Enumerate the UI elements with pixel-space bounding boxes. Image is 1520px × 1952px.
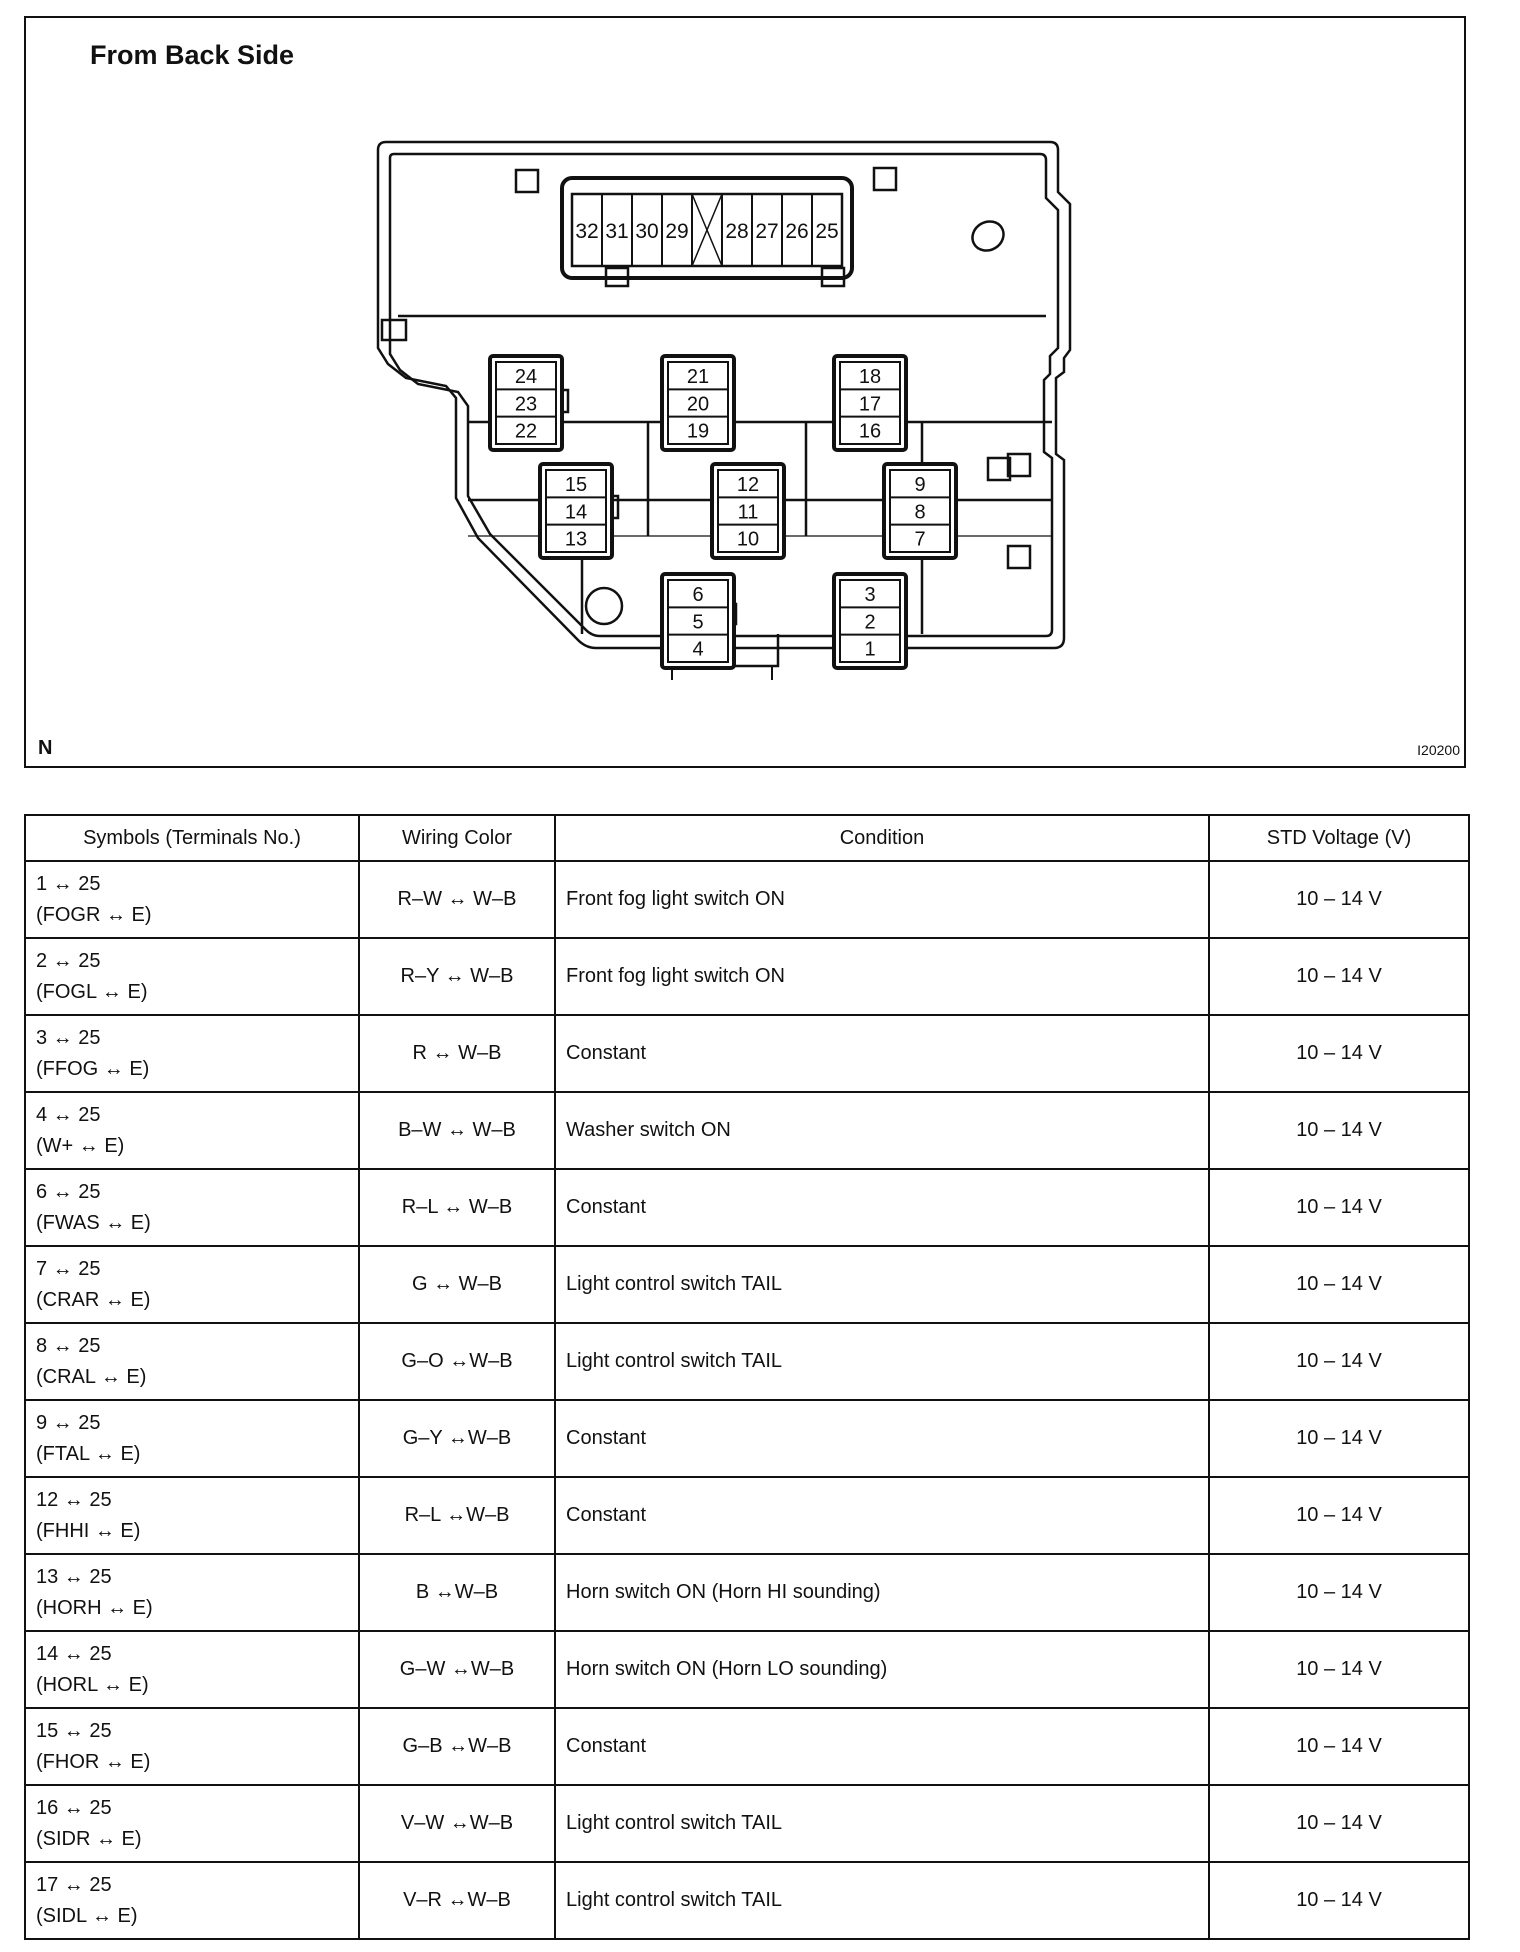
terminal-symbols: (HORL ↔ E) [36,1673,149,1696]
terminal-number: 13 [564,528,588,551]
terminal-pair: 8 ↔ 25 [36,1334,101,1357]
std-voltage-cell: 10 – 14 V [1209,1554,1469,1631]
terminals-cell [25,1862,359,1939]
std-voltage-cell: 10 – 14 V [1209,1323,1469,1400]
terminal-number: 18 [858,366,882,388]
std-voltage-cell: 10 – 14 V [1209,861,1469,938]
terminal-number: 10 [736,528,760,551]
terminal-pair: 14 ↔ 25 [36,1642,112,1665]
std-voltage-cell: 10 – 14 V [1209,1092,1469,1169]
wiring-color-cell: R–Y ↔ W–B [359,938,555,1015]
terminals-cell [25,1092,359,1169]
terminal-number: 27 [755,220,779,243]
terminal-symbols: (CRAR ↔ E) [36,1288,151,1311]
table-row [25,938,1469,1015]
condition-cell: Constant [555,1477,1209,1554]
table-row [25,1862,1469,1939]
table-row [25,861,1469,938]
terminal-symbols: (SIDL ↔ E) [36,1904,138,1927]
header-condition: Condition [555,815,1209,861]
terminal-symbols: (FTAL ↔ E) [36,1442,141,1465]
voltage-table [24,814,1470,1940]
terminal-pair: 7 ↔ 25 [36,1257,101,1280]
condition-cell: Light control switch TAIL [555,1323,1209,1400]
wiring-color-cell: G–Y ↔W–B [359,1400,555,1477]
table-row [25,1554,1469,1631]
table-row [25,1169,1469,1246]
terminal-symbols: (FOGL ↔ E) [36,980,148,1003]
diagram-title: From Back Side [90,40,295,70]
condition-cell: Light control switch TAIL [555,1862,1209,1939]
terminal-block [712,464,784,558]
condition-cell: Constant [555,1400,1209,1477]
terminal-symbols: (FHHI ↔ E) [36,1519,141,1542]
terminal-block [884,464,956,558]
terminals-cell [25,1785,359,1862]
terminal-number: 2 [864,611,876,634]
terminals-cell [25,1015,359,1092]
terminal-block [490,356,562,450]
wiring-color-cell: R–W ↔ W–B [359,861,555,938]
terminal-pair: 17 ↔ 25 [36,1873,112,1896]
terminal-number: 24 [514,366,538,388]
header-symbols: Symbols (Terminals No.) [25,815,359,861]
terminal-number: 14 [564,501,588,524]
table-row [25,1785,1469,1862]
terminal-symbols: (SIDR ↔ E) [36,1827,142,1850]
terminal-number: 6 [692,584,704,606]
wiring-color-cell: G–B ↔W–B [359,1708,555,1785]
condition-cell: Horn switch ON (Horn LO sounding) [555,1631,1209,1708]
terminal-number: 11 [737,501,759,524]
terminal-number: 23 [514,393,538,416]
terminals-cell [25,938,359,1015]
std-voltage-cell: 10 – 14 V [1209,1862,1469,1939]
condition-cell: Light control switch TAIL [555,1785,1209,1862]
condition-cell: Front fog light switch ON [555,938,1209,1015]
header-std-voltage: STD Voltage (V) [1209,815,1469,861]
std-voltage-cell: 10 – 14 V [1209,1631,1469,1708]
wiring-color-cell: G ↔ W–B [359,1246,555,1323]
table-row [25,1477,1469,1554]
terminal-block [540,464,612,558]
terminal-number: 28 [725,220,749,243]
terminal-number: 31 [605,220,629,243]
terminal-number: 26 [785,220,809,243]
terminal-pair: 15 ↔ 25 [36,1719,112,1742]
terminal-number: 12 [736,474,760,496]
wiring-color-cell: V–R ↔W–B [359,1862,555,1939]
terminals-cell [25,861,359,938]
std-voltage-cell: 10 – 14 V [1209,1246,1469,1323]
std-voltage-cell: 10 – 14 V [1209,1169,1469,1246]
std-voltage-cell: 10 – 14 V [1209,1400,1469,1477]
terminal-block [834,356,906,450]
terminal-symbols: (FWAS ↔ E) [36,1211,151,1234]
terminal-block [662,356,734,450]
terminal-pair: 1 ↔ 25 [36,872,101,895]
terminal-number: 7 [914,528,926,551]
terminal-symbols: (FFOG ↔ E) [36,1057,150,1080]
std-voltage-cell: 10 – 14 V [1209,1785,1469,1862]
terminal-pair: 3 ↔ 25 [36,1026,101,1049]
terminal-number: 30 [635,220,659,243]
wiring-color-cell: B–W ↔ W–B [359,1092,555,1169]
terminal-number: 8 [914,501,926,524]
terminal-symbols: (FOGR ↔ E) [36,903,152,926]
wiring-color-cell: G–O ↔W–B [359,1323,555,1400]
terminal-block [834,574,906,668]
terminal-number: 21 [686,366,710,388]
wiring-color-cell: V–W ↔W–B [359,1785,555,1862]
view-letter: N [38,737,53,759]
condition-cell: Washer switch ON [555,1092,1209,1169]
condition-cell: Light control switch TAIL [555,1246,1209,1323]
condition-cell: Constant [555,1015,1209,1092]
terminal-number: 1 [864,638,876,661]
empty-cavity-mark [692,194,722,266]
terminal-pair: 2 ↔ 25 [36,949,101,972]
table-row [25,1015,1469,1092]
top-connector [562,178,852,278]
figure-id: I20200 [1417,742,1460,758]
std-voltage-cell: 10 – 14 V [1209,1708,1469,1785]
terminals-cell [25,1323,359,1400]
terminal-number: 17 [858,393,882,416]
table-row [25,1708,1469,1785]
terminal-block [662,574,734,668]
terminal-symbols: (FHOR ↔ E) [36,1750,151,1773]
condition-cell: Constant [555,1708,1209,1785]
terminal-symbols: (CRAL ↔ E) [36,1365,147,1388]
terminals-cell [25,1631,359,1708]
terminal-pair: 9 ↔ 25 [36,1411,101,1434]
terminal-pair: 4 ↔ 25 [36,1103,101,1126]
wiring-color-cell: G–W ↔W–B [359,1631,555,1708]
terminals-cell [25,1477,359,1554]
table-row [25,1092,1469,1169]
terminal-number: 15 [564,474,588,496]
terminals-cell [25,1400,359,1477]
terminals-cell [25,1554,359,1631]
wiring-color-cell: R ↔ W–B [359,1015,555,1092]
condition-cell: Front fog light switch ON [555,861,1209,938]
wiring-color-cell: B ↔W–B [359,1554,555,1631]
terminals-cell [25,1246,359,1323]
terminal-number: 9 [914,474,926,496]
table-row [25,1246,1469,1323]
header-wiring-color: Wiring Color [359,815,555,861]
terminal-pair: 6 ↔ 25 [36,1180,101,1203]
terminal-symbols: (HORH ↔ E) [36,1596,153,1619]
terminal-number: 22 [514,420,538,443]
connector-diagram-frame [24,16,1466,768]
std-voltage-cell: 10 – 14 V [1209,938,1469,1015]
std-voltage-cell: 10 – 14 V [1209,1015,1469,1092]
wiring-color-cell: R–L ↔ W–B [359,1169,555,1246]
terminal-pair: 16 ↔ 25 [36,1796,112,1819]
condition-cell: Horn switch ON (Horn HI sounding) [555,1554,1209,1631]
terminal-number: 4 [692,638,704,661]
terminal-pair: 13 ↔ 25 [36,1565,112,1588]
table-row [25,1323,1469,1400]
terminal-number: 19 [686,420,710,443]
terminal-pair: 12 ↔ 25 [36,1488,112,1511]
terminal-number: 29 [665,220,689,243]
junction-block-diagram [26,18,1464,766]
terminal-number: 5 [692,611,704,634]
wiring-color-cell: R–L ↔W–B [359,1477,555,1554]
terminals-cell [25,1169,359,1246]
terminal-number: 32 [575,220,599,243]
terminal-number: 25 [815,220,839,243]
std-voltage-cell: 10 – 14 V [1209,1477,1469,1554]
terminals-cell [25,1708,359,1785]
condition-cell: Constant [555,1169,1209,1246]
terminal-number: 3 [864,584,876,606]
table-row [25,1631,1469,1708]
terminal-symbols: (W+ ↔ E) [36,1134,125,1157]
table-row [25,1400,1469,1477]
terminal-number: 20 [686,393,710,416]
terminal-number: 16 [858,420,882,443]
table-header-row [25,815,1469,861]
